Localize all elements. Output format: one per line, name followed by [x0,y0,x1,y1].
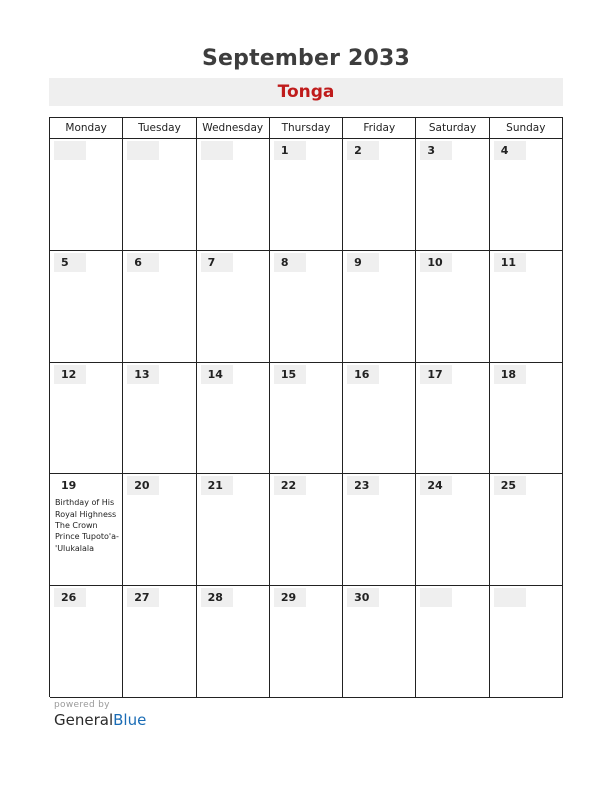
day-cell[interactable] [490,251,563,363]
day-number: 24 [420,476,452,495]
day-number: 28 [201,588,233,607]
weekday-header-row [50,118,563,139]
weekday-header: Sunday [490,118,563,139]
day-cell[interactable] [197,474,270,586]
day-cell[interactable] [197,586,270,698]
day-number: 30 [347,588,379,607]
day-cell[interactable] [197,251,270,363]
logo-general: General [54,711,114,729]
page-title: September 2033 [201,46,411,71]
day-cell[interactable] [343,586,416,698]
day-cell[interactable] [123,474,196,586]
day-number: 12 [54,365,86,384]
day-cell[interactable] [490,139,563,251]
day-number: 13 [127,365,159,384]
day-cell[interactable] [343,251,416,363]
country-bar [49,78,563,106]
day-number-placeholder [54,141,86,160]
powered-by-label: powered by [54,700,110,710]
empty-day-cell [197,139,270,251]
day-cell[interactable] [416,363,489,475]
day-cell[interactable] [197,363,270,475]
week-row [50,363,563,475]
day-number: 16 [347,365,379,384]
weekday-header: Monday [50,118,123,139]
calendar-grid [49,117,563,697]
day-number: 7 [201,253,233,272]
day-number-placeholder [420,588,452,607]
day-cell[interactable] [123,586,196,698]
week-row [50,251,563,363]
day-number: 18 [494,365,526,384]
empty-day-cell [416,586,489,698]
weekday-header: Wednesday [197,118,270,139]
day-number: 27 [127,588,159,607]
day-cell[interactable] [343,139,416,251]
day-cell[interactable] [416,139,489,251]
day-number: 23 [347,476,379,495]
day-cell[interactable] [343,363,416,475]
day-cell[interactable] [270,139,343,251]
day-number: 15 [274,365,306,384]
day-number-placeholder [127,141,159,160]
week-row [50,586,563,698]
day-number: 14 [201,365,233,384]
day-number: 19 [61,479,77,493]
day-number: 2 [347,141,379,160]
day-cell[interactable] [123,363,196,475]
day-number: 8 [274,253,306,272]
day-cell[interactable] [50,363,123,475]
day-number: 10 [420,253,452,272]
day-number: 5 [54,253,86,272]
weekday-header: Saturday [416,118,489,139]
day-cell[interactable] [416,251,489,363]
day-number: 11 [494,253,526,272]
day-number-placeholder [494,588,526,607]
day-cell[interactable] [50,586,123,698]
day-cell[interactable] [343,474,416,586]
day-number: 29 [274,588,306,607]
day-cell[interactable] [270,251,343,363]
weekday-header: Tuesday [123,118,196,139]
week-row [50,139,563,251]
day-number: 1 [274,141,306,160]
day-number: 21 [201,476,233,495]
day-number: 4 [494,141,526,160]
day-cell[interactable] [50,251,123,363]
day-number: 22 [274,476,306,495]
day-cell[interactable] [270,586,343,698]
day-cell[interactable] [50,474,123,586]
day-number: 9 [347,253,379,272]
day-number: 17 [420,365,452,384]
day-number: 20 [127,476,159,495]
empty-day-cell [123,139,196,251]
holiday-event: Birthday of His Royal Highness The Crown Prince Tupoto'a-'Ulukalala [55,498,119,553]
country-label: Tonga [277,82,335,102]
day-number: 6 [127,253,159,272]
weekday-header: Friday [343,118,416,139]
day-cell[interactable] [416,474,489,586]
logo-blue: Blue [113,711,147,729]
footer [54,700,146,729]
day-cell[interactable] [123,251,196,363]
day-number: 25 [494,476,526,495]
weeks-container [50,139,563,698]
generalblue-logo[interactable] [54,711,146,729]
day-cell[interactable] [490,474,563,586]
day-number-placeholder [201,141,233,160]
day-cell[interactable] [270,474,343,586]
week-row [50,474,563,586]
weekday-header: Thursday [270,118,343,139]
day-cell[interactable] [490,363,563,475]
empty-day-cell [490,586,563,698]
empty-day-cell [50,139,123,251]
day-number: 26 [54,588,86,607]
day-cell[interactable] [270,363,343,475]
day-number: 3 [420,141,452,160]
